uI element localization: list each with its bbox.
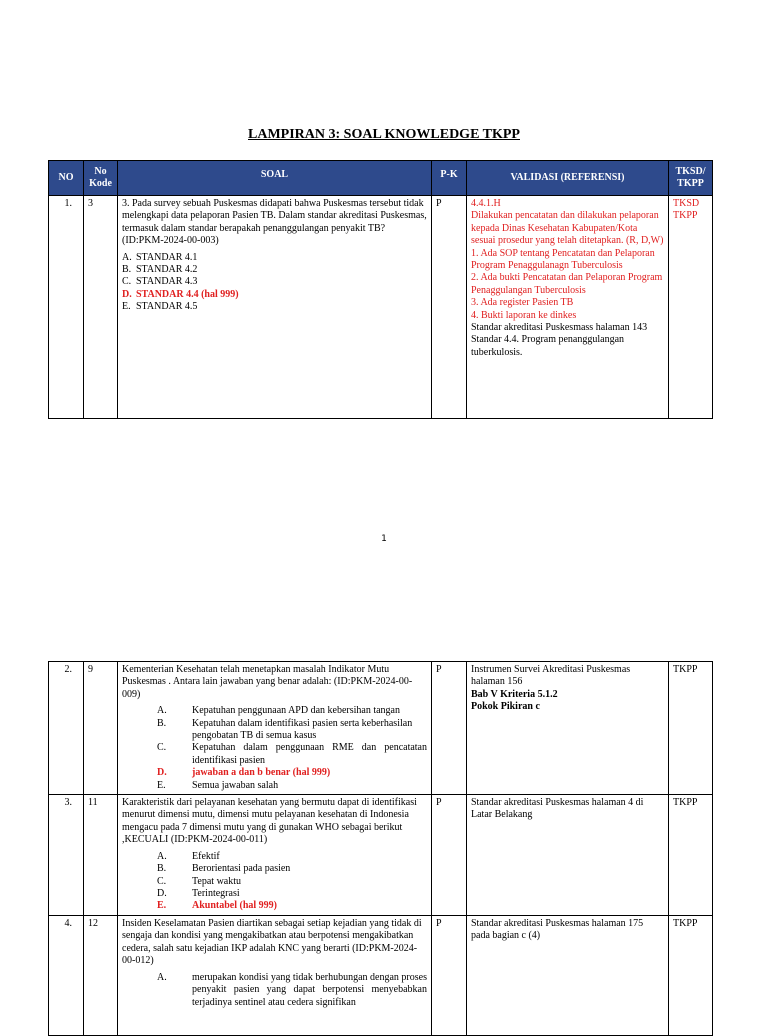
validasi-code: 4.4.1.H [471,198,501,209]
validasi-section: pada bagian c (4) [471,930,541,942]
option-c: C. STANDAR 4.3 [122,276,198,288]
option-d: D. Terintegrasi [157,887,240,899]
option-a: A. STANDAR 4.1 [122,251,198,263]
tk-tkpp: TKPP [673,210,698,222]
row-no: 1. [49,196,84,419]
row-tk: TKPP [669,916,713,1036]
question-text: Kementerian Kesehatan telah menetapkan masalah Indikator Mutu Puskesmas . Antara lain jawaban yang benar adalah: (ID:PKM-2024-00-009) [122,664,413,700]
row-soal [118,196,432,419]
validasi-reference: Instrumen Survei Akreditasi Puskesmas halaman 156 [471,664,631,688]
row-kode: 3 [84,196,118,419]
question-text: 3. Pada survey sebuah Puskesmas didapati bahwa Puskesmas tersebut tidak melengkapi data pelaporan Pasien TB. Dalam standar akreditasi Puskesmas, termasuk dalam standar berapakah penanggulangan penyakit TB? (ID:PKM-2024-00-003) [122,198,427,247]
row-pk: P [432,196,467,419]
row-pk: P [432,916,467,1036]
validasi-item-3: 3. Ada register Pasien TB [471,297,574,309]
validasi-point: Pokok Pikiran c [471,701,540,713]
table-row [49,795,713,916]
row-soal [118,916,432,1036]
options-list [122,851,427,913]
tk-tksd: TKSD [673,198,700,209]
option-b: B. Berorientasi pada pasien [157,863,291,875]
header-pk: P-K [432,161,467,196]
header-soal: SOAL [118,161,432,196]
option-e-correct: E. Akuntabel (hal 999) [157,900,278,912]
row-kode: 12 [84,916,118,1036]
page-title: LAMPIRAN 3: SOAL KNOWLEDGE TKPP [248,127,520,142]
table-row [49,196,713,419]
row-tk: TKPP [669,795,713,916]
option-a: A. Kepatuhan penggunaan APD dan kebersihan tangan [157,705,400,717]
options-list [122,252,427,314]
option-d-correct: D. jawaban a dan b benar (hal 999) [157,767,331,779]
question-text: Karakteristik dari pelayanan kesehatan yang bermutu dapat di identifikasi menurut dimensi mutu, dimensi mutu pelayanan kesehatan di Indonesia mengacu pada 7 dimensi mutu yang di gunakan WHO sebagai berikut ,KECUALI (ID:PKM-2024-00-011) [122,797,417,846]
validasi-text: Dilakukan pencatatan dan dilakukan pelaporan kepada Dinas Kesehatan Kabupaten/Kota sesuai prosedur yang telah ditetapkan. (R, D,W) [471,210,664,247]
option-a: A. Efektif [157,850,220,862]
row-validasi [467,662,669,795]
row-no: 4. [49,916,84,1036]
row-tk: TKPP [669,662,713,795]
validasi-chapter: Bab V Kriteria 5.1.2 [471,688,558,700]
validasi-item-4: 4. Bukti laporan ke dinkes [471,309,577,321]
question-table-page-1 [48,160,713,419]
row-pk: P [432,662,467,795]
validasi-reference-2: Standar 4.4. Program penanggulangan tuberkulosis. [471,334,625,358]
header-validasi: VALIDASI (REFERENSI) [467,161,669,196]
option-c: C. Tepat waktu [157,875,242,887]
option-e: E. STANDAR 4.5 [122,301,198,313]
option-e: E. Semua jawaban salah [157,779,279,791]
row-kode: 11 [84,795,118,916]
option-b: B. STANDAR 4.2 [122,264,198,276]
validasi-reference: Standar akreditasi Puskesmass halaman 143 [471,322,648,334]
page-number: 1 [381,534,387,544]
row-soal [118,795,432,916]
options-list [122,705,427,792]
header-tksd: TKSD/ TKPP [669,161,713,196]
option-d-correct: D. STANDAR 4.4 (hal 999) [122,288,239,300]
question-text: Insiden Keselamatan Pasien diartikan sebagai setiap kejadian yang tidak di sengaja dan kondisi yang mengakibatkan atau berpotensi mengakibatkan cedera, salah satu kejadian IKP adalah KNC yang berarti (ID:PKM-2024-00-012) [122,918,422,967]
table-row [49,662,713,795]
row-pk: P [432,795,467,916]
validasi-reference: Standar akreditasi Puskesmas halaman 175 [471,918,644,930]
row-no: 3. [49,795,84,916]
header-kode: No Kode [84,161,118,196]
row-kode: 9 [84,662,118,795]
row-validasi [467,916,669,1036]
options-list [122,972,427,1009]
option-a: A. merupakan kondisi yang tidak berhubungan dengan proses penyakit pasien yang dapat berpotensi menyebabkan terjadinya sentinel atau cedera signifikan [157,971,427,1008]
validasi-items: 1. Ada SOP tentang Pencatatan dan Pelaporan Program Penaggulanagn Tuberculosis 2. Ada bukti Pencatatan dan Pelaporan Program Penaggulangan Tuberculosis [471,247,713,296]
table-row [49,916,713,1036]
row-tk [669,196,713,419]
row-soal [118,662,432,795]
row-validasi [467,795,669,916]
table-header-row [49,161,713,196]
option-c: C. Kepatuhan dalam penggunaan RME dan pencatatan identifikasi pasien [157,742,427,766]
option-b: B. Kepatuhan dalam identifikasi pasien serta keberhasilan pengobatan TB di semua kasus [157,717,413,742]
validasi-reference: Standar akreditasi Puskesmas halaman 4 di Latar Belakang [471,797,644,821]
question-table-page-2 [48,661,713,1036]
row-no: 2. [49,662,84,795]
header-no: NO [49,161,84,196]
